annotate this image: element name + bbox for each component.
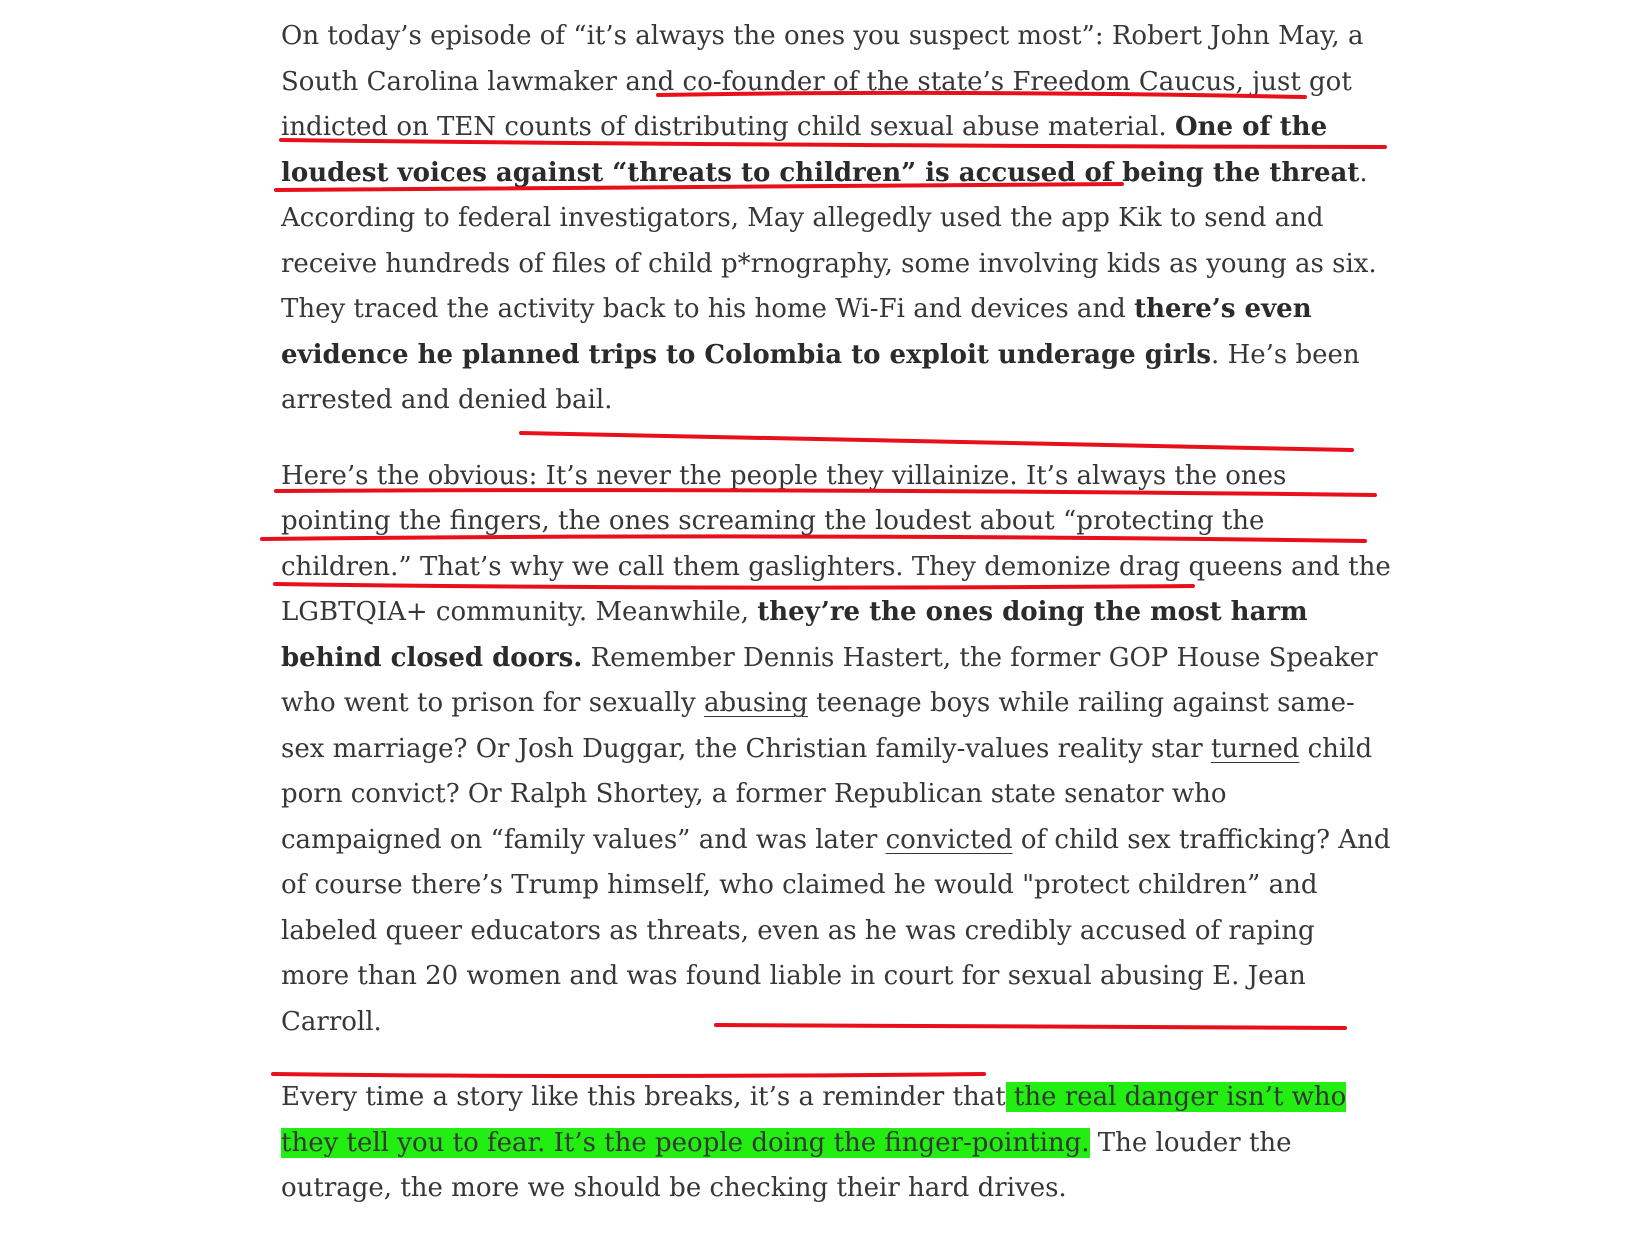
text-run: The louder the outrage, the more we should be checking their hard drives. [281,1127,1292,1203]
bold-text: there’s even evidence he planned trips to Colombia to exploit underage girls [281,294,1312,370]
text-run: teenage boys while railing against same-sex marriage? Or Josh Duggar, the Christian family-values reality star [281,688,1355,764]
article-body [281,14,1391,1242]
paragraph-2 [281,454,1391,1046]
annotated-text: co-founder of the state’s Freedom Caucus, just got indicted on TEN counts of distributing child sexual abuse material. [281,66,1352,142]
text-run: Every time a story like this breaks, [281,1082,750,1112]
bold-text: they’re the ones doing the most harm behind closed doors. [281,597,1308,673]
text-run: Remember Dennis Hastert, the former GOP House Speaker who went to prison for sexually [281,642,1378,718]
text-run: . He’s been arrested and denied bail. [281,339,1360,415]
paragraph-3 [281,1075,1391,1212]
text-run: On today’s episode of “it’s always the ones you suspect most”: Robert John May, a South Carolina lawmaker and [281,21,1364,97]
paragraph-1 [281,14,1391,424]
bold-text: One of the loudest voices against “threats to children” is accused of being the threat [281,112,1360,188]
link-convicted[interactable]: convicted [885,824,1013,855]
annotated-text: it’s a reminder that [749,1082,1006,1112]
link-abusing[interactable]: abusing [703,688,808,718]
annotated-text: It’s never the people they villainize. It’s always the ones pointing the fingers, the ones screaming the loudest about “protecting the children.” That’s why we call them gaslighters. They demonize drag queens and the LGBTQIA+ community. Meanwhile, [281,460,1391,627]
text-run: Here’s the obvious: [281,460,546,491]
link-turned[interactable]: turned [1210,733,1300,764]
text-run: child porn convict? Or Ralph Shortey, a former Republican state senator who campaigned on “family values” and was later [281,733,1373,855]
text-run: of child sex trafficking? And of course there’s Trump himself, who claimed he would "protect children” and labeled queer educators as threats, even as he was credibly accused of raping more than 20 women and was found liable in court for sexual abusing E. Jean Carroll. [281,824,1391,1037]
green-highlight: the real danger isn’t who they tell you to fear. It’s the people doing the finger-pointing. [281,1082,1347,1158]
text-run: . According to federal investigators, May allegedly used the app Kik to send and receive hundreds of files of child p*rnography, some involving kids as young as six. They traced the activity back to his home Wi-Fi and devices and [281,157,1377,324]
